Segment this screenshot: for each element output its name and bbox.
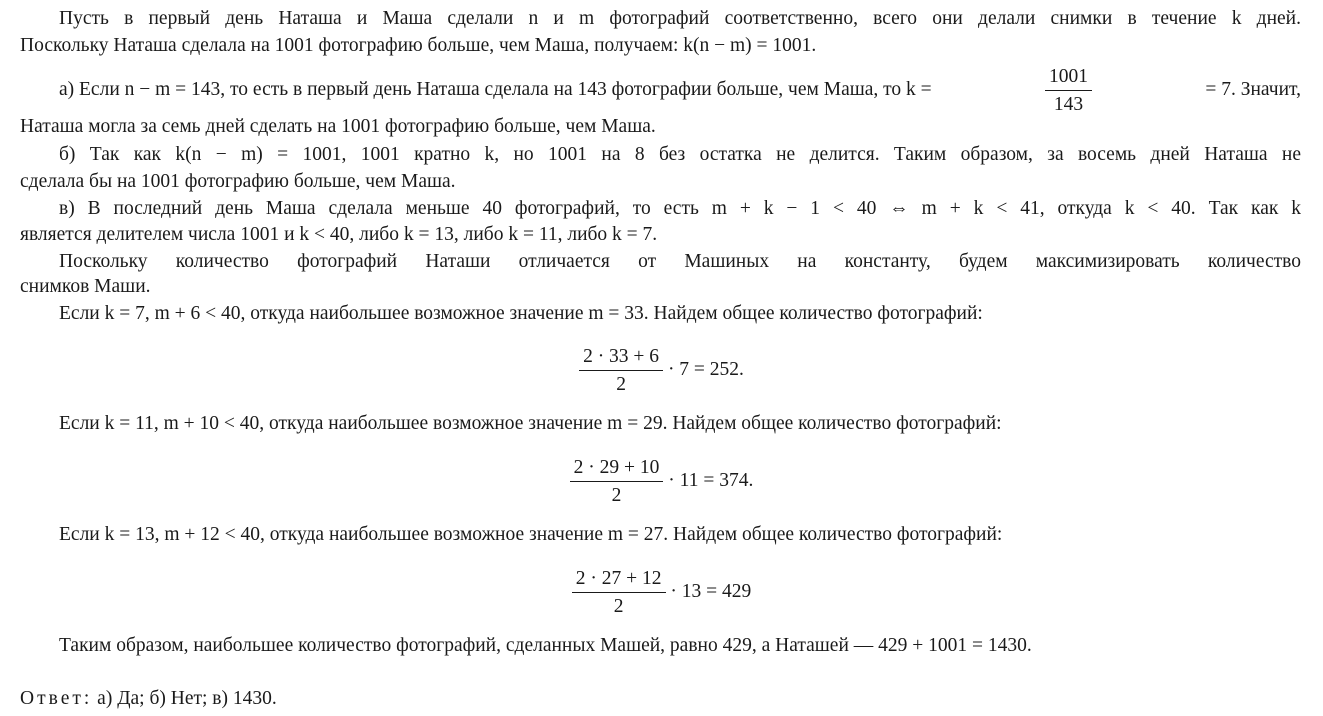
k11-denominator: 2 <box>611 485 622 506</box>
part-a-line-2: Наташа могла за семь дней сделать на 1001 фотографию больше, чем Маша. <box>20 116 656 137</box>
part-b-line-1: б) Так как k(n − m) = 1001, 1001 кратно k, но 1001 на 8 без остатка не делится. Таким образом, за восемь дней Наташа не <box>59 144 1301 165</box>
maximize-line-1: Поскольку количество фотографий Наташи отличается от Машиных на константу, будем максимизировать количество <box>59 251 1301 272</box>
k13-result: · 13 = 429 <box>670 580 752 602</box>
answer-label: Ответ: <box>20 688 93 709</box>
k13-fraction <box>572 565 666 620</box>
k11-result: · 11 = 374. <box>668 469 754 491</box>
intro-line-1: Пусть в первый день Наташа и Маша сделали n и m фотографий соответственно, всего они делали снимки в течение k дней. <box>59 8 1301 29</box>
part-a-denominator: 143 <box>1053 93 1084 115</box>
k7-result: · 7 = 252. <box>667 358 744 380</box>
conclusion-line: Таким образом, наибольшее количество фотографий, сделанных Машей, равно 429, а Наташей — 429 + 1001 = 1430. <box>59 635 1032 656</box>
k11-numerator: 2 · 29 + 10 <box>570 454 664 482</box>
k13-denominator: 2 <box>613 596 624 617</box>
case-k11-text: Если k = 11, m + 10 < 40, откуда наибольшее возможное значение m = 29. Найдем общее количество фотографий: <box>59 413 1002 434</box>
intro-line-2: Поскольку Наташа сделала на 1001 фотографию больше, чем Маша, получаем: k(n − m) = 1001. <box>20 35 817 56</box>
part-c-line-2: является делителем числа 1001 и k < 40, либо k = 13, либо k = 11, либо k = 7. <box>20 224 658 245</box>
k7-denominator: 2 <box>616 374 626 395</box>
case-k13-text: Если k = 13, m + 12 < 40, откуда наибольшее возможное значение m = 27. Найдем общее количество фотографий: <box>59 524 1003 545</box>
part-a-line-1 <box>59 62 1301 118</box>
answer-text: а) Да; б) Нет; в) 1430. <box>97 688 277 709</box>
case-k7-text: Если k = 7, m + 6 < 40, откуда наибольшее возможное значение m = 33. Найдем общее количество фотографий: <box>59 303 983 324</box>
case-k13-formula <box>0 565 1323 621</box>
case-k11-formula <box>0 454 1323 510</box>
k13-numerator: 2 · 27 + 12 <box>572 565 666 593</box>
part-b-line-2: сделала бы на 1001 фотографию больше, чем Маша. <box>20 171 456 192</box>
maximize-line-2: снимков Маши. <box>20 276 151 297</box>
part-a-text: а) Если n − m = 143, то есть в первый день Наташа сделала на 143 фотографии больше, чем Маша, то k = <box>59 79 932 100</box>
k11-fraction <box>570 454 664 509</box>
case-k7-formula <box>0 343 1323 399</box>
part-c-line-1: в) В последний день Маша сделала меньше 40 фотографий, то есть m + k − 1 < 40 ⇔ m + k < 41, откуда k < 40. Так как k <box>59 198 1301 219</box>
part-a-fraction <box>1045 63 1092 118</box>
k7-numerator: 2 · 33 + 6 <box>579 343 663 371</box>
k7-fraction <box>579 343 663 398</box>
part-a-result: = 7. Значит, <box>1205 79 1301 100</box>
answer-line <box>20 686 1301 712</box>
part-a-numerator: 1001 <box>1045 63 1092 91</box>
